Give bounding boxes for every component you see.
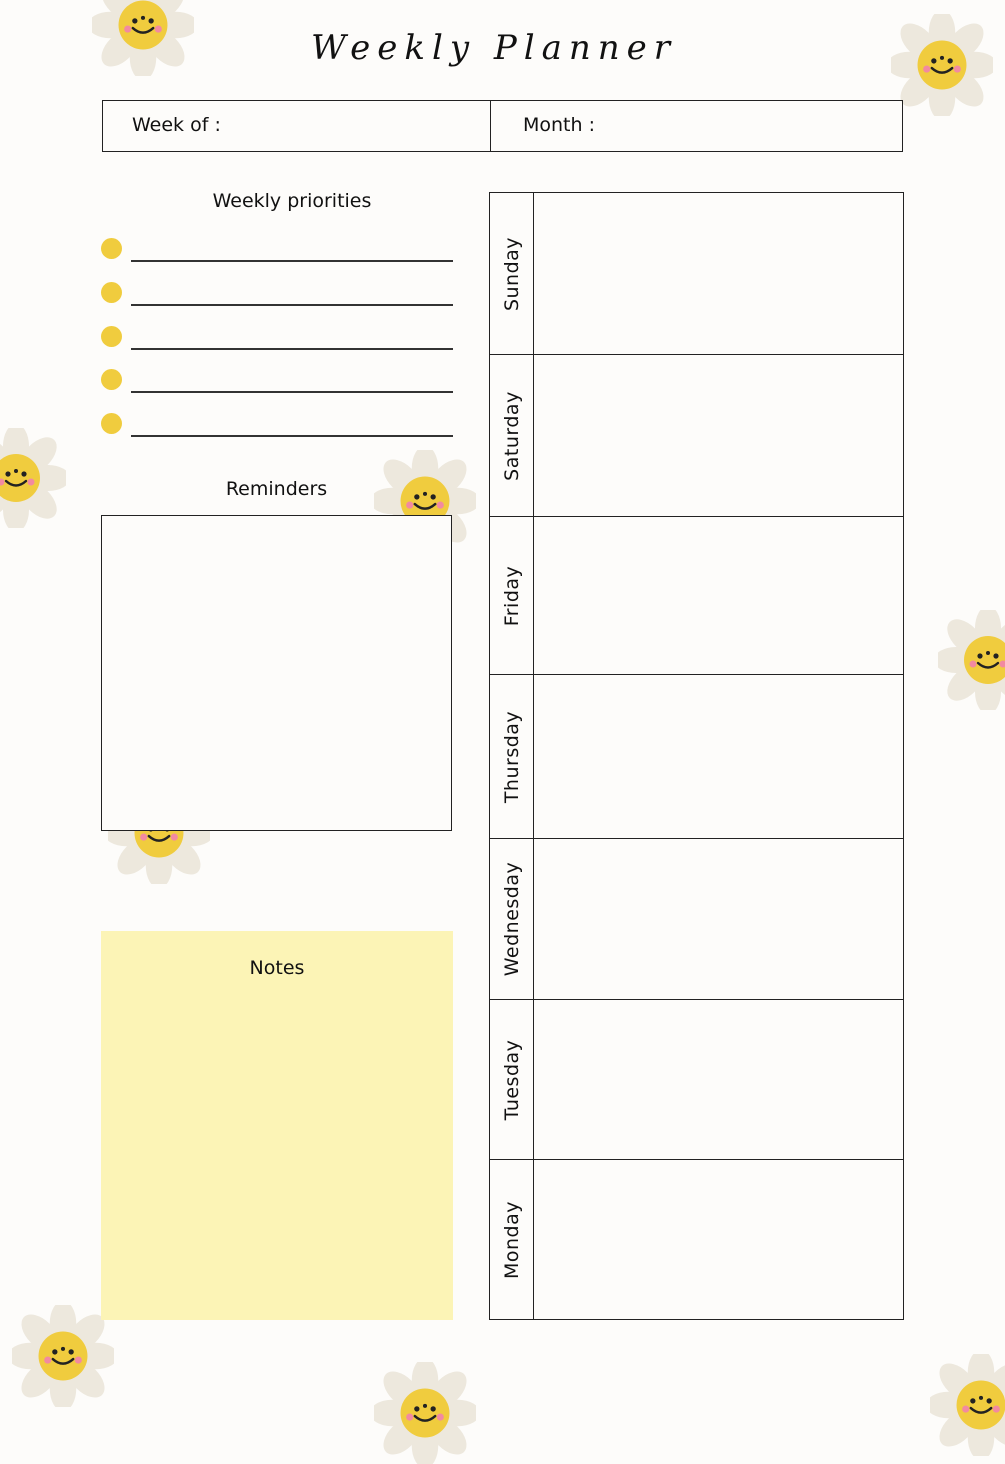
day-writing-area[interactable] (534, 675, 903, 838)
day-row-saturday (490, 354, 903, 516)
day-row-sunday (490, 193, 903, 354)
day-row-tuesday (490, 999, 903, 1159)
reminders-box[interactable] (101, 515, 452, 831)
smiling-daisy-icon (12, 1305, 114, 1407)
day-label-cell (490, 839, 534, 999)
month-label: Month : (523, 114, 595, 136)
day-label: Monday (500, 1200, 523, 1279)
day-writing-area[interactable] (534, 1160, 903, 1319)
day-writing-area[interactable] (534, 355, 903, 516)
smiling-daisy-icon (930, 1354, 1005, 1456)
day-row-friday (490, 516, 903, 674)
writing-line (131, 304, 453, 306)
bullet-dot-icon (101, 326, 122, 347)
bullet-dot-icon (101, 369, 122, 390)
day-row-thursday (490, 674, 903, 838)
month-field[interactable] (491, 101, 902, 151)
day-label: Wednesday (500, 861, 523, 977)
day-writing-area[interactable] (534, 193, 903, 354)
writing-line (131, 260, 453, 262)
bullet-dot-icon (101, 238, 122, 259)
day-label-cell (490, 1000, 534, 1159)
day-row-monday (490, 1159, 903, 1319)
bullet-dot-icon (101, 413, 122, 434)
notes-box[interactable] (101, 931, 453, 1320)
bullet-dot-icon (101, 282, 122, 303)
day-label: Friday (500, 565, 523, 626)
day-writing-area[interactable] (534, 1000, 903, 1159)
priority-item[interactable] (101, 369, 453, 399)
priority-item[interactable] (101, 238, 453, 268)
writing-line (131, 435, 453, 437)
writing-line (131, 391, 453, 393)
week-of-label: Week of : (132, 114, 221, 136)
smiling-daisy-icon (0, 428, 66, 528)
day-label: Thursday (500, 710, 523, 803)
day-label: Sunday (500, 236, 523, 311)
week-of-field[interactable] (103, 101, 491, 151)
day-label-cell (490, 355, 534, 516)
day-writing-area[interactable] (534, 517, 903, 674)
days-table (489, 192, 904, 1320)
notes-heading: Notes (249, 957, 305, 979)
writing-line (131, 348, 453, 350)
day-row-wednesday (490, 838, 903, 999)
day-label-cell (490, 1160, 534, 1319)
page-title: Weekly Planner (310, 28, 678, 68)
day-label-cell (490, 675, 534, 838)
day-label: Saturday (500, 390, 523, 481)
reminders-heading: Reminders (225, 478, 328, 500)
priorities-heading: Weekly priorities (212, 190, 372, 212)
day-label-cell (490, 517, 534, 674)
week-month-header (102, 100, 903, 152)
smiling-daisy-icon (374, 1362, 476, 1464)
priority-item[interactable] (101, 282, 453, 312)
day-label-cell (490, 193, 534, 354)
day-writing-area[interactable] (534, 839, 903, 999)
priority-item[interactable] (101, 326, 453, 356)
priority-item[interactable] (101, 413, 453, 443)
day-label: Tuesday (500, 1039, 523, 1120)
smiling-daisy-icon (938, 610, 1005, 710)
